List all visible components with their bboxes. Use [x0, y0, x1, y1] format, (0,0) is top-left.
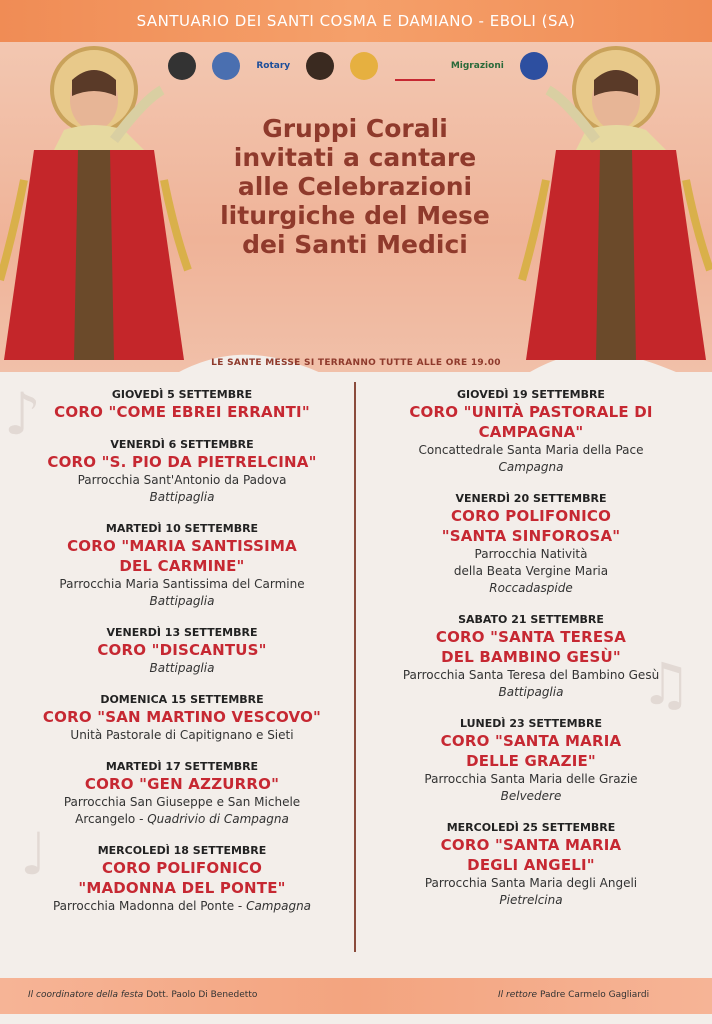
music-note-decoration: ♩ — [20, 820, 48, 888]
headline-line: Gruppi Corali — [262, 114, 448, 143]
entry-date: VENERDÌ 20 SETTEMBRE — [455, 492, 607, 505]
sponsor-logos-row — [168, 48, 548, 84]
page-headline — [190, 114, 520, 259]
sponsor-logo — [350, 52, 378, 80]
schedule-entry — [366, 717, 696, 805]
footer-rector — [498, 990, 649, 1000]
music-note-decoration: ♫ — [640, 650, 692, 718]
mass-time-notice: LE SANTE MESSE SI TERRANNO TUTTE ALLE ORE 19.00 — [211, 358, 501, 368]
choir-name: CORO "SANTA TERESA — [435, 628, 627, 646]
venue-city: Campagna — [246, 899, 312, 913]
choir-name: DEL CARMINE" — [119, 557, 245, 575]
schedule-entry — [366, 492, 696, 597]
emblem-logo — [306, 52, 334, 80]
venue-city: Battipaglia — [149, 594, 215, 608]
choir-name: CORO "SANTA MARIA — [440, 836, 622, 854]
footer-coordinator — [28, 990, 257, 1000]
choir-name: CORO "MARIA SANTISSIMA — [67, 537, 297, 555]
venue-name: Parrocchia Sant'Antonio da Padova — [77, 473, 287, 487]
entry-date: MARTEDÌ 10 SETTEMBRE — [105, 522, 259, 535]
right-schedule-column — [366, 388, 696, 925]
choir-name: CORO "SANTA MARIA — [440, 732, 622, 750]
saint-left-figure — [0, 30, 194, 360]
entry-date: MERCOLEDÌ 18 SETTEMBRE — [97, 844, 267, 857]
venue-city: Belvedere — [500, 789, 562, 803]
venue-city: Quadrivio di Campagna — [147, 812, 289, 826]
venue-name: Parrocchia San Giuseppe e San Michele — [63, 795, 301, 809]
left-schedule-column — [20, 388, 344, 931]
choir-name: "MADONNA DEL PONTE" — [78, 879, 286, 897]
choir-name: CORO "GEN AZZURRO" — [84, 775, 280, 793]
choir-name: CORO POLIFONICO — [450, 507, 612, 525]
choir-name: DELLE GRAZIE" — [466, 752, 596, 770]
entry-date: VENERDÌ 13 SETTEMBRE — [106, 626, 258, 639]
entry-date: VENERDÌ 6 SETTEMBRE — [110, 438, 254, 451]
schedule-entry — [20, 522, 344, 610]
venue-city-line — [20, 811, 344, 828]
schedule-entry — [366, 821, 696, 909]
venue-name: Parrocchia Santa Maria delle Grazie — [424, 772, 638, 786]
choir-name: DEGLI ANGELI" — [467, 856, 595, 874]
script-logo — [395, 51, 435, 81]
headline-line: alle Celebrazioni — [237, 172, 473, 201]
venue-city: Battipaglia — [149, 490, 215, 504]
choir-name: CORO "S. PIO DA PIETRELCINA" — [47, 453, 317, 471]
schedule-entry — [20, 626, 344, 677]
schedule-entry — [20, 844, 344, 915]
venue-city: Battipaglia — [149, 661, 215, 675]
venue-city: Pietrelcina — [499, 893, 563, 907]
venue-name: Parrocchia Maria Santissima del Carmine — [59, 577, 305, 591]
blue-round-logo — [520, 52, 548, 80]
venue-name: Parrocchia Santa Teresa del Bambino Gesù — [402, 668, 660, 682]
entry-date: GIOVEDÌ 19 SETTEMBRE — [457, 388, 605, 401]
header-title: SANTUARIO DEI SANTI COSMA E DAMIANO - EBOLI (SA) — [136, 12, 576, 30]
venue-name: Parrocchia Madonna del Ponte - — [52, 899, 247, 913]
venue-name: Concattedrale Santa Maria della Pace — [418, 443, 644, 457]
footer-role: Il coordinatore della festa — [28, 990, 144, 1000]
headline-line: dei Santi Medici — [242, 230, 468, 259]
entry-date: MERCOLEDÌ 25 SETTEMBRE — [446, 821, 616, 834]
choir-name: CORO "SAN MARTINO VESCOVO" — [42, 708, 322, 726]
venue-name: Parrocchia Natività — [474, 547, 588, 561]
migrazioni-logo: Migrazioni — [450, 61, 504, 71]
entry-date: DOMENICA 15 SETTEMBRE — [100, 693, 264, 706]
venue-name: Parrocchia Santa Maria degli Angeli — [424, 876, 638, 890]
music-note-decoration: ♪ — [4, 380, 42, 448]
rotary-logo: Rotary — [256, 61, 291, 71]
venue-city-line — [20, 898, 344, 915]
schedule-entry — [20, 760, 344, 828]
footer-name: Dott. Paolo Di Benedetto — [146, 990, 258, 1000]
schedule-entry — [20, 438, 344, 506]
headline-line: invitati a cantare — [233, 143, 477, 172]
entry-date: GIOVEDÌ 5 SETTEMBRE — [111, 388, 253, 401]
footer-role: Il rettore — [498, 990, 538, 1000]
association-logo — [212, 52, 240, 80]
venue-name: Arcangelo - — [75, 812, 148, 826]
schedule-entry — [20, 693, 344, 744]
venue-name: Unità Pastorale di Capitignano e Sieti — [70, 728, 294, 742]
schedule-entry — [20, 388, 344, 422]
headline-line: liturgiche del Mese — [220, 201, 490, 230]
venue-city: Battipaglia — [498, 685, 564, 699]
crest-logo — [168, 52, 196, 80]
footer-banner — [0, 978, 712, 1014]
choir-name: DEL BAMBINO GESÙ" — [441, 648, 621, 666]
venue-city: Roccadaspide — [489, 581, 573, 595]
choir-name: CORO POLIFONICO — [101, 859, 263, 877]
schedule-entry — [366, 613, 696, 701]
entry-date: MARTEDÌ 17 SETTEMBRE — [105, 760, 259, 773]
column-divider — [354, 382, 356, 952]
choir-name: CORO "DISCANTUS" — [97, 641, 267, 659]
choir-name: "SANTA SINFOROSA" — [441, 527, 621, 545]
venue-name: della Beata Vergine Maria — [453, 564, 609, 578]
entry-date: LUNEDÌ 23 SETTEMBRE — [460, 717, 602, 730]
entry-date: SABATO 21 SETTEMBRE — [458, 613, 604, 626]
schedule-entry — [366, 388, 696, 476]
venue-city: Campagna — [498, 460, 564, 474]
choir-name: CAMPAGNA" — [478, 423, 584, 441]
choir-name: CORO "COME EBREI ERRANTI" — [54, 403, 310, 421]
choir-name: CORO "UNITÀ PASTORALE DI — [409, 403, 653, 421]
footer-name: Padre Carmelo Gagliardi — [539, 990, 650, 1000]
